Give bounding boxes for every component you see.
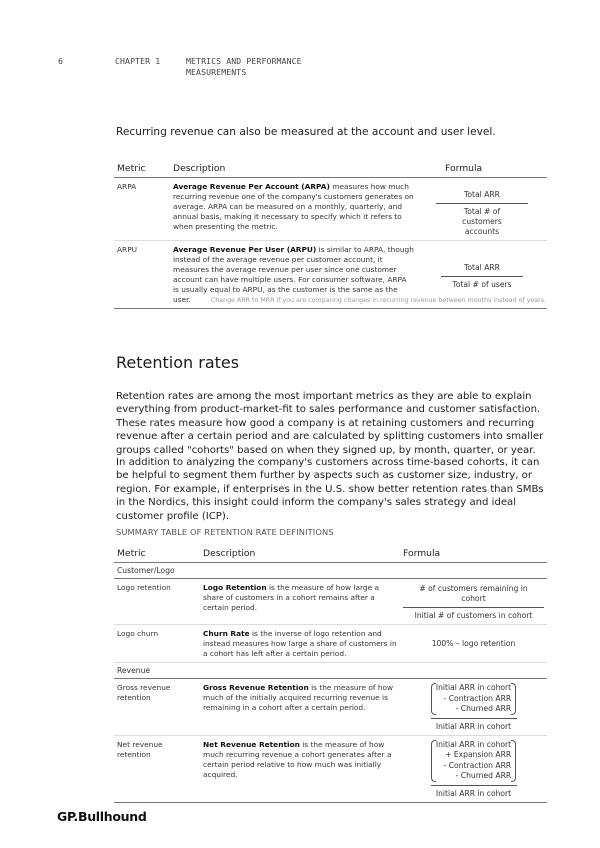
- group-row-customer-logo: [114, 563, 547, 579]
- group-label: Revenue: [114, 663, 547, 679]
- formula-cell: [400, 735, 547, 802]
- table-header-row: [114, 160, 547, 178]
- term: Net Revenue Retention: [203, 739, 300, 749]
- fraction: Initial ARR in cohort - Contraction ARR - Churned ARR Initial ARR in cohort: [431, 683, 517, 732]
- description-cell: Logo Retention is the measure of how large a share of customers in a cohort remains after a certain period.: [200, 579, 400, 625]
- table-row: [114, 735, 547, 802]
- metric-cell: ARPA: [114, 178, 170, 241]
- section-title: METRICS AND PERFORMANCE MEASUREMENTS: [186, 56, 302, 77]
- term: Average Revenue Per User (ARPU): [173, 245, 317, 254]
- intro-text: Recurring revenue can also be measured at the account and user level.: [116, 126, 496, 138]
- table-row: [114, 178, 547, 241]
- header-description: Description: [200, 545, 400, 563]
- metric-cell: Gross revenue retention: [114, 679, 200, 736]
- formula-cell: [417, 178, 547, 241]
- arpa-arpu-table: [114, 160, 547, 309]
- table-caption: SUMMARY TABLE OF RETENTION RATE DEFINITIONS: [116, 527, 334, 537]
- body-paragraph: In addition to analyzing the company's customers across time-based cohorts, it can be helpful to segment them further by aspects such as customer size, industry, or region. For example, if enterprises in the U.S. show better retention rates than SMBs in the Nordics, this insight could inform the company's sales strategy and ideal customer profile (ICP).: [116, 457, 544, 522]
- term: Gross Revenue Retention: [203, 683, 309, 692]
- description-cell: Average Revenue Per Account (ARPA) measures how much recurring revenue one of the company's customers generates on average. ARPA can be measured on a monthly, quarterly, and annual basis, making it necessary to specify which it refers to when presenting the metric.: [170, 178, 417, 241]
- table-row: [114, 579, 547, 625]
- metric-cell: Logo churn: [114, 625, 200, 663]
- description-cell: Gross Revenue Retention is the measure of how much of the initially acquired recurring revenue is remaining in a cohort after a certain period.: [200, 679, 400, 736]
- body-paragraph: Retention rates are among the most important metrics as they are able to explain everything from product-market-fit to sales performance and customer satisfaction. These rates measure how good a company is at retaining customers and recurring revenue after a certain period and are calculated by splitting customers into smaller groups called "cohorts" based on when they signed up, by month, quarter, or year.: [116, 391, 544, 456]
- metric-cell: ARPU: [114, 241, 170, 309]
- parenthesized-numerator: Initial ARR in cohort + Expansion ARR - Contraction ARR - Churned ARR: [431, 740, 516, 782]
- fraction: $\frac{\text{Total ARR}}{\text{Total \# of users}}$: [441, 263, 523, 290]
- fraction: $\frac{\text{Total ARR}}{\text{Total \# of customers accounts}}$: [436, 190, 528, 237]
- metric-cell: Net revenue retention: [114, 735, 200, 802]
- formula-cell: 100% – logo retention: [400, 625, 547, 663]
- term: Average Revenue Per Account (ARPA): [173, 182, 330, 191]
- formula-cell: [400, 579, 547, 625]
- formula-cell: [400, 679, 547, 736]
- term: Logo Retention: [203, 583, 267, 592]
- header-description: Description: [170, 160, 417, 178]
- fraction: $\frac{\text{\# of customers remaining in cohort}}{\text{Initial \# of customers in cohort}}$: [403, 584, 544, 621]
- group-row-revenue: [114, 663, 547, 679]
- term: Churn Rate: [203, 629, 250, 638]
- header-formula: Formula: [400, 545, 547, 563]
- table-row: [114, 625, 547, 663]
- header-metric: Metric: [114, 545, 200, 563]
- gp-bullhound-logo: GP.Bullhound: [57, 809, 147, 824]
- parenthesized-numerator: Initial ARR in cohort - Contraction ARR - Churned ARR: [431, 683, 516, 715]
- description-cell: Net Revenue Retention is the measure of how much recurring revenue a cohort generates after a certain period relative to how much was initially acquired.: [200, 735, 400, 802]
- section-heading: Retention rates: [116, 353, 240, 372]
- table-row: [114, 679, 547, 736]
- retention-definitions-table: [114, 545, 547, 803]
- page-number: 6: [58, 56, 64, 66]
- description-cell: Average Revenue Per User (ARPU) is similar to ARPA, though instead of the average revenue per customer account, it measures the average revenue per user since one customer account can have multiple users. For consumer software, ARPA is usually equal to ARPU, as the customer is the same as the user.: [170, 241, 417, 309]
- header-metric: Metric: [114, 160, 170, 178]
- chapter-label: CHAPTER 1: [115, 56, 161, 66]
- metric-cell: Logo retention: [114, 579, 200, 625]
- table-header-row: [114, 545, 547, 563]
- fraction: Initial ARR in cohort + Expansion ARR - Contraction ARR - Churned ARR Initial ARR in cohort: [431, 740, 517, 799]
- header-formula: Formula: [417, 160, 547, 178]
- table-footnote: Change ARR to MRR if you are comparing changes in recurring revenue between months instead of years.: [210, 297, 546, 304]
- description-cell: Churn Rate is the inverse of logo retention and instead measures how large a share of customers in a cohort has left after a certain period.: [200, 625, 400, 663]
- group-label: Customer/Logo: [114, 563, 547, 579]
